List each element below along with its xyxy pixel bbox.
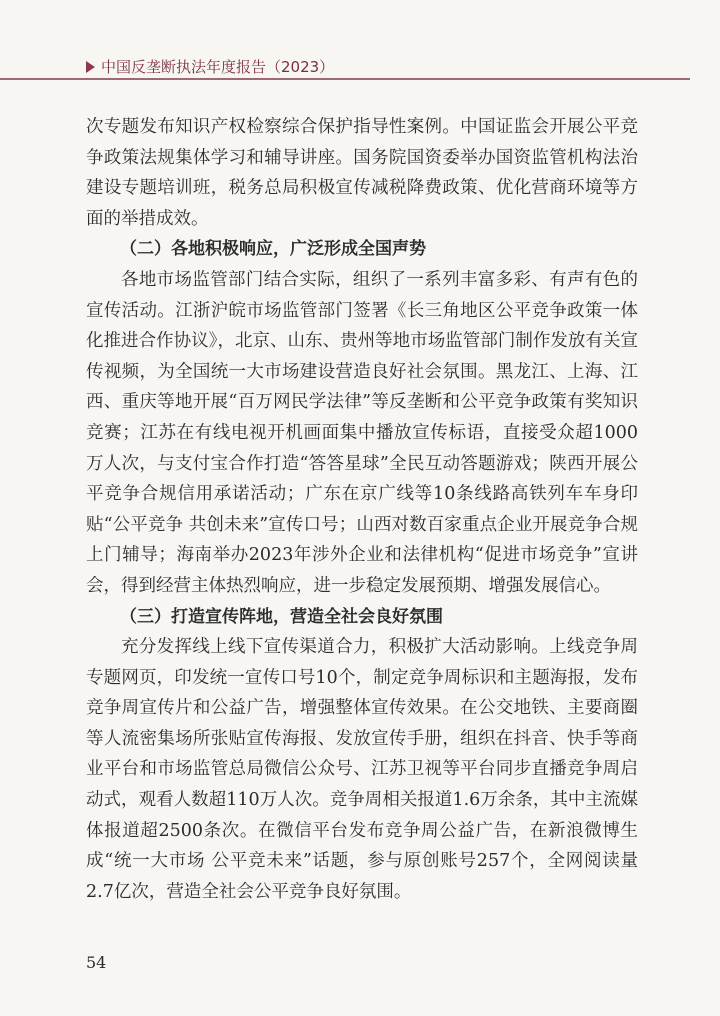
header-rule bbox=[0, 78, 690, 80]
section-heading-2: （二）各地积极响应，广泛形成全国声势 bbox=[120, 239, 426, 260]
paragraph-continued: 次专题发布知识产权检察综合保护指导性案例。中国证监会开展公平竞争政策法规集体学习和辅导讲座。国务院国资委举办国资监管机构法治建设专题培训班，税务总局积极宣传减税降费政策、优化营商环境等方面的举措成效。 bbox=[86, 117, 638, 229]
body-text bbox=[86, 112, 638, 907]
running-header bbox=[86, 56, 334, 77]
paragraph-publicity: 充分发挥线上线下宣传渠道合力，积极扩大活动影响。上线竞争周专题网页，印发统一宣传口号10个，制定竞争周标识和主题海报，发布竞争周宣传片和公益广告，增强整体宣传效果。在公交地铁、主要商圈等人流密集场所张贴宣传海报、发放宣传手册，组织在抖音、快手等商业平台和市场监管总局微信公众号、江苏卫视等平台同步直播竞争周启动式，观看人数超110万人次。竞争周相关报道1.6万余条，其中主流媒体报道超2500条次。在微信平台发布竞争周公益广告，在新浪微博生成“统一大市场 公平竞未来”话题，参与原创账号257个，全网阅读量2.7亿次，营造全社会公平竞争良好氛围。 bbox=[86, 637, 638, 902]
header-title: 中国反垄断执法年度报告（2023） bbox=[101, 58, 335, 76]
section-heading-3: （三）打造宣传阵地，营造全社会良好氛围 bbox=[120, 606, 443, 627]
paragraph-local-activities: 各地市场监管部门结合实际，组织了一系列丰富多彩、有声有色的宣传活动。江浙沪皖市场监管部门签署《长三角地区公平竞争政策一体化推进合作协议》，北京、山东、贵州等地市场监管部门制作发放有关宣传视频，为全国统一大市场建设营造良好社会氛围。黑龙江、上海、江西、重庆等地开展“百万网民学法律”等反垄断和公平竞争政策有奖知识竞赛；江苏在有线电视开机画面集中播放宣传标语，直接受众超1000万人次，与支付宝合作打造“答答星球”全民互动答题游戏；陕西开展公平竞争合规信用承诺活动；广东在京广线等10条线路高铁列车车身印贴“公平竞争 共创未来”宣传口号；山西对数百家重点企业开展竞争合规上门辅导；海南举办2023年涉外企业和法律机构“促进市场竞争”宣讲会，得到经营主体热烈响应，进一步稳定发展预期、增强发展信心。 bbox=[86, 269, 638, 596]
page-number: 54 bbox=[86, 953, 107, 972]
header-triangle-icon bbox=[86, 61, 95, 73]
